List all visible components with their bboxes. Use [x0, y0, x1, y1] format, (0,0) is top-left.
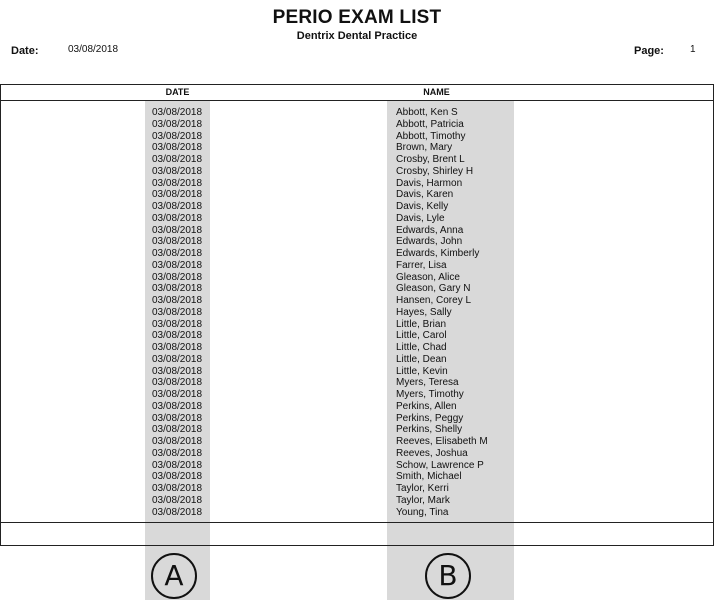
table-row-date: 03/08/2018 — [152, 271, 203, 283]
table-row-date: 03/08/2018 — [152, 412, 203, 424]
table-row-date: 03/08/2018 — [152, 201, 203, 212]
table-row-name: Hayes, Sally — [396, 306, 452, 318]
table-row-date: 03/08/2018 — [152, 506, 203, 518]
name-column-header: NAME — [423, 87, 450, 97]
table-row-date: 03/08/2018 — [152, 471, 203, 483]
callout-marker-b-label: B — [438, 559, 458, 592]
date-column-header: DATE — [165, 87, 190, 97]
table-row-name: Gleason, Gary N — [396, 283, 471, 295]
table-row-name: Davis, Karen — [396, 189, 454, 201]
table-row-name: Farrer, Lisa — [396, 259, 447, 271]
table-row-name: Little, Brian — [396, 318, 447, 330]
table-row-date: 03/08/2018 — [152, 342, 203, 353]
table-row-date: 03/08/2018 — [152, 212, 203, 224]
table-row-name: Myers, Timothy — [396, 389, 464, 400]
table-row-date: 03/08/2018 — [152, 248, 203, 259]
table-row-date: 03/08/2018 — [152, 377, 203, 389]
table-row-name: Edwards, Kimberly — [396, 248, 480, 259]
table-row-date: 03/08/2018 — [152, 118, 203, 130]
table-row-date: 03/08/2018 — [152, 424, 203, 436]
table-row-name: Crosby, Brent L — [396, 154, 465, 165]
table-row-name: Perkins, Shelly — [396, 424, 463, 436]
table-row-date: 03/08/2018 — [152, 330, 203, 342]
table-row-date: 03/08/2018 — [152, 306, 203, 318]
table-row-date: 03/08/2018 — [152, 165, 203, 177]
date-column-values — [152, 107, 202, 518]
callout-marker-a-label: A — [164, 559, 184, 592]
table-row-name: Smith, Michael — [396, 471, 462, 483]
table-row-date: 03/08/2018 — [152, 400, 203, 412]
table-row-date: 03/08/2018 — [152, 107, 203, 118]
table-row-name: Myers, Teresa — [396, 377, 459, 389]
table-row-name: Crosby, Shirley H — [396, 165, 474, 177]
table-row-name: Brown, Mary — [396, 142, 453, 154]
date-value: 03/08/2018 — [68, 44, 119, 55]
practice-name: Dentrix Dental Practice — [296, 30, 418, 42]
table-row-date: 03/08/2018 — [152, 389, 203, 400]
table-row-name: Little, Chad — [396, 342, 447, 353]
callout-marker-a — [151, 553, 197, 599]
page-label: Page: — [634, 45, 664, 57]
table-row-date: 03/08/2018 — [152, 353, 203, 365]
table-row-date: 03/08/2018 — [152, 447, 203, 459]
header-divider — [0, 100, 714, 101]
table-row-name: Abbott, Ken S — [396, 107, 458, 118]
table-row-name: Edwards, Anna — [396, 224, 464, 236]
footer-divider — [0, 522, 714, 523]
table-row-name: Perkins, Allen — [396, 400, 457, 412]
table-row-date: 03/08/2018 — [152, 365, 203, 377]
table-row-name: Davis, Lyle — [396, 212, 445, 224]
table-row-name: Abbott, Timothy — [396, 130, 466, 142]
table-row-name: Edwards, John — [396, 236, 463, 248]
table-row-name: Schow, Lawrence P — [396, 459, 484, 471]
table-row-name: Davis, Kelly — [396, 201, 449, 212]
table-row-date: 03/08/2018 — [152, 130, 203, 142]
table-row-date: 03/08/2018 — [152, 283, 203, 295]
table-row-name: Gleason, Alice — [396, 271, 460, 283]
report-title: PERIO EXAM LIST — [272, 7, 442, 28]
table-row-name: Little, Dean — [396, 353, 447, 365]
table-row-date: 03/08/2018 — [152, 436, 203, 447]
table-row-name: Perkins, Peggy — [396, 412, 464, 424]
table-row-date: 03/08/2018 — [152, 483, 203, 494]
table-row-date: 03/08/2018 — [152, 224, 203, 236]
table-row-date: 03/08/2018 — [152, 177, 203, 189]
table-row-name: Reeves, Elisabeth M — [396, 436, 488, 447]
page-number: 1 — [690, 44, 696, 55]
table-row-name: Hansen, Corey L — [396, 295, 472, 306]
table-row-name: Abbott, Patricia — [396, 118, 464, 130]
table-row-name: Davis, Harmon — [396, 177, 463, 189]
table-row-name: Little, Carol — [396, 330, 447, 342]
table-row-date: 03/08/2018 — [152, 295, 203, 306]
name-column-values — [396, 107, 488, 518]
date-label: Date: — [11, 45, 39, 57]
table-row-date: 03/08/2018 — [152, 459, 203, 471]
table-row-date: 03/08/2018 — [152, 318, 203, 330]
table-row-date: 03/08/2018 — [152, 142, 203, 154]
table-row-date: 03/08/2018 — [152, 189, 203, 201]
table-row-date: 03/08/2018 — [152, 236, 203, 248]
table-row-name: Reeves, Joshua — [396, 447, 468, 459]
callout-marker-b — [425, 553, 471, 599]
table-row-name: Taylor, Kerri — [396, 483, 449, 494]
table-row-name: Little, Kevin — [396, 365, 448, 377]
table-row-date: 03/08/2018 — [152, 494, 203, 506]
table-row-name: Young, Tina — [396, 506, 449, 518]
table-row-date: 03/08/2018 — [152, 259, 203, 271]
table-row-name: Taylor, Mark — [396, 494, 450, 506]
table-frame — [0, 84, 714, 546]
table-row-date: 03/08/2018 — [152, 154, 203, 165]
